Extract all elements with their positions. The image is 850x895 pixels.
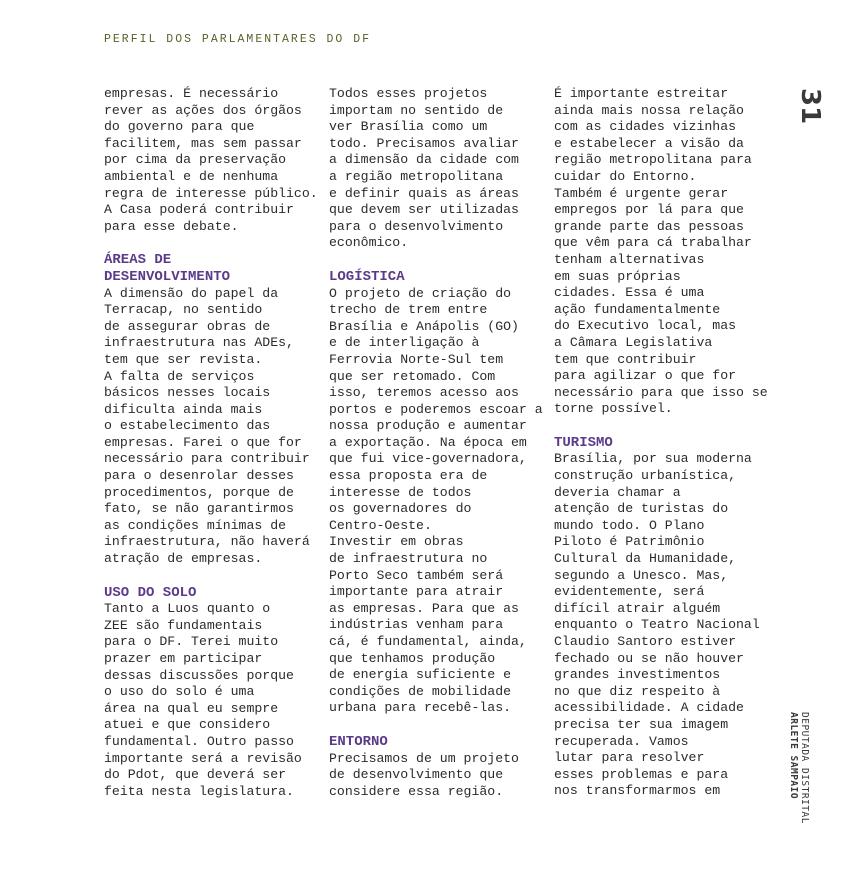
body-text-line: Todos esses projetos bbox=[329, 86, 488, 101]
body-text-line: e definir quais as áreas bbox=[329, 185, 519, 201]
body-text-line: grandes investimentos bbox=[554, 667, 721, 683]
body-text-line: por cima da preservação bbox=[104, 152, 287, 168]
body-text-line: essa proposta era de bbox=[329, 468, 488, 484]
body-text-line: cuidar do Entorno. bbox=[554, 168, 697, 184]
body-text-line: A falta de serviços bbox=[104, 368, 255, 384]
body-text-line: a exportação. Na época em bbox=[329, 434, 527, 450]
page-header-title: PERFIL DOS PARLAMENTARES DO DF bbox=[104, 33, 372, 46]
body-text-line: fundamental. Outro passo bbox=[104, 733, 294, 749]
body-text-line: regra de interesse público. bbox=[104, 185, 318, 201]
body-text-line: a Câmara Legislativa bbox=[554, 334, 713, 350]
body-text-line: Tanto a Luos quanto o bbox=[104, 601, 271, 617]
body-text-line: tem que ser revista. bbox=[104, 351, 263, 367]
body-text-line: procedimentos, porque de bbox=[104, 484, 294, 500]
body-text-line: importam no sentido de bbox=[329, 102, 504, 118]
body-text-line: ação fundamentalmente bbox=[554, 301, 721, 317]
body-text-line: importante para atrair bbox=[329, 584, 504, 600]
body-text-line: dificulta ainda mais bbox=[104, 401, 263, 417]
body-text-line: Porto Seco também será bbox=[329, 567, 504, 583]
body-text-line: deveria chamar a bbox=[554, 484, 681, 500]
body-text-line: ainda mais nossa relação bbox=[554, 102, 744, 118]
body-text-line: que fui vice-governadora, bbox=[329, 451, 527, 467]
body-text-line: ambiental e de nenhuma bbox=[104, 168, 279, 184]
body-text-line: econômico. bbox=[329, 235, 409, 251]
body-text-line: fato, se não garantirmos bbox=[104, 501, 294, 517]
body-text-line: condições de mobilidade bbox=[329, 683, 512, 699]
body-text-line: Centro-Oeste. bbox=[329, 517, 432, 533]
body-text-line: considere essa região. bbox=[329, 783, 504, 799]
body-text-line: importante será a revisão bbox=[104, 750, 302, 766]
body-text-line: Precisamos de um projeto bbox=[329, 750, 519, 766]
body-text-line: do governo para que bbox=[104, 119, 255, 135]
body-text-line: nos transformarmos em bbox=[554, 783, 721, 799]
body-text-line: cidades. Essa é uma bbox=[554, 285, 705, 301]
body-text-line: região metropolitana para bbox=[554, 152, 752, 168]
body-text-line: Cultural da Humanidade, bbox=[554, 551, 737, 567]
body-text-line: atenção de turistas do bbox=[554, 501, 729, 517]
body-text-line: que vêm para cá trabalhar bbox=[554, 235, 752, 251]
body-text-line: dessas discussões porque bbox=[104, 667, 294, 683]
body-text-line: necessário para contribuir bbox=[104, 451, 310, 467]
body-text-line: Também é urgente gerar bbox=[554, 185, 729, 201]
body-text-line: empregos por lá para que bbox=[554, 202, 744, 218]
body-text-line: facilitem, mas sem passar bbox=[104, 135, 302, 151]
body-text-line: no que diz respeito à bbox=[554, 683, 721, 699]
body-text-line: necessário para que isso se bbox=[554, 384, 768, 400]
body-text-line: precisa ter sua imagem bbox=[554, 716, 729, 732]
section-heading-continued: DESENVOLVIMENTO bbox=[104, 268, 231, 285]
section-heading: ÁREAS DE bbox=[104, 252, 172, 269]
body-text-line: segundo a Unesco. Mas, bbox=[554, 567, 729, 583]
page-number bbox=[793, 88, 829, 128]
credit-role: DEPUTADA DISTRITAL bbox=[799, 712, 810, 824]
body-text-line: enquanto o Teatro Nacional bbox=[554, 617, 760, 633]
section-heading: ENTORNO bbox=[329, 733, 388, 750]
body-text-line: para esse debate. bbox=[104, 218, 239, 234]
body-text-line: do Pdot, que deverá ser bbox=[104, 767, 287, 783]
body-text-line: atração de empresas. bbox=[104, 551, 263, 567]
body-text-line: a dimensão da cidade com bbox=[329, 152, 519, 168]
body-text-line: A dimensão do papel da bbox=[104, 285, 279, 301]
sidebar-credit bbox=[788, 712, 810, 824]
body-text-line: construção urbanística, bbox=[554, 468, 737, 484]
body-text-line: e estabelecer a visão da bbox=[554, 135, 744, 151]
body-text-line: em suas próprias bbox=[554, 268, 681, 284]
body-text-line: isso, teremos acesso aos bbox=[329, 385, 519, 401]
body-text-line: Ferrovia Norte-Sul tem bbox=[329, 351, 504, 367]
body-text-line: e de interligação à bbox=[329, 335, 480, 351]
body-text-line: atuei e que considero bbox=[104, 717, 271, 733]
body-text-line: Investir em obras bbox=[329, 534, 464, 550]
body-text-line: ZEE são fundamentais bbox=[104, 617, 263, 633]
section-heading: USO DO SOLO bbox=[104, 584, 197, 601]
body-text-line: difícil atrair alguém bbox=[554, 600, 721, 616]
body-text-line: urbana para recebê-las. bbox=[329, 700, 512, 716]
body-text-line: as empresas. Para que as bbox=[329, 600, 519, 616]
body-text-line: A Casa poderá contribuir bbox=[104, 202, 294, 218]
body-text-line: área na qual eu sempre bbox=[104, 700, 279, 716]
section-heading: TURISMO bbox=[554, 434, 613, 451]
body-text-line: o uso do solo é uma bbox=[104, 684, 255, 700]
body-text-line: Piloto é Patrimônio bbox=[554, 534, 705, 550]
body-text-line: torne possível. bbox=[554, 401, 673, 417]
body-text-line: Claudio Santoro estiver bbox=[554, 634, 737, 649]
body-text-line: feita nesta legislatura. bbox=[104, 783, 294, 799]
body-text-line: nossa produção e aumentar bbox=[329, 418, 527, 434]
body-text-line: que tenhamos produção bbox=[329, 650, 496, 666]
body-text-line: Brasília, por sua moderna bbox=[554, 451, 752, 467]
body-text-line: cá, é fundamental, ainda, bbox=[329, 634, 527, 649]
body-text-line: de infraestrutura no bbox=[329, 551, 488, 567]
body-text-line: os governadores do bbox=[329, 501, 472, 517]
body-text-line: empresas. Farei o que for bbox=[104, 434, 302, 450]
body-text-line: para agilizar o que for bbox=[554, 368, 737, 384]
body-text-line: mundo todo. O Plano bbox=[554, 517, 705, 533]
body-text-line: que ser retomado. Com bbox=[329, 368, 496, 384]
body-text-line: para o DF. Terei muito bbox=[104, 634, 279, 650]
body-text-line: tem que contribuir bbox=[554, 351, 697, 367]
body-text-line: empresas. É necessário bbox=[104, 86, 279, 101]
body-text-line: acessibilidade. A cidade bbox=[554, 700, 744, 716]
credit-name: ARLETE SAMPAIO bbox=[788, 712, 799, 800]
body-text-line: tenham alternativas bbox=[554, 251, 705, 267]
body-text-line: trecho de trem entre bbox=[329, 302, 488, 318]
body-text-line: prazer em participar bbox=[104, 651, 263, 666]
body-text-line: ver Brasília como um bbox=[329, 119, 488, 135]
body-text-line: evidentemente, será bbox=[554, 584, 705, 600]
body-text-line: do Executivo local, mas bbox=[554, 318, 737, 334]
body-text-line: todo. Precisamos avaliar bbox=[329, 135, 519, 151]
body-text-line: infraestrutura, não haverá bbox=[104, 534, 310, 550]
body-text-line: a região metropolitana bbox=[329, 168, 504, 184]
body-text-line: O projeto de criação do bbox=[329, 285, 512, 301]
text-column-3 bbox=[554, 86, 779, 800]
text-column-1 bbox=[104, 86, 316, 800]
text-column-2 bbox=[329, 86, 541, 800]
body-text-line: portos e poderemos escoar a bbox=[329, 401, 543, 417]
section-heading: LOGÍSTICA bbox=[329, 268, 405, 285]
body-text-line: recuperada. Vamos bbox=[554, 733, 689, 749]
body-text-line: fechado ou se não houver bbox=[554, 650, 744, 666]
body-text-line: de assegurar obras de bbox=[104, 318, 271, 334]
body-text-line: esses problemas e para bbox=[554, 766, 729, 782]
body-text-line: É importante estreitar bbox=[554, 86, 729, 101]
body-text-line: as condições mínimas de bbox=[104, 517, 287, 533]
body-text-line: rever as ações dos órgãos bbox=[104, 102, 302, 118]
body-text-line: lutar para resolver bbox=[554, 750, 705, 766]
body-text-line: grande parte das pessoas bbox=[554, 218, 744, 234]
body-text-line: de energia suficiente e bbox=[329, 667, 512, 683]
body-text-line: de desenvolvimento que bbox=[329, 767, 504, 783]
body-text-line: com as cidades vizinhas bbox=[554, 119, 737, 135]
body-text-line: Terracap, no sentido bbox=[104, 302, 263, 318]
body-text-line: que devem ser utilizadas bbox=[329, 202, 519, 218]
body-text-line: Brasília e Anápolis (GO) bbox=[329, 318, 519, 334]
body-text-line: interesse de todos bbox=[329, 484, 472, 500]
body-text-line: para o desenvolvimento bbox=[329, 218, 504, 234]
body-text-line: o estabelecimento das bbox=[104, 418, 271, 434]
body-text-line: indústrias venham para bbox=[329, 617, 504, 633]
body-text-line: para o desenrolar desses bbox=[104, 468, 294, 484]
page-number-text: 31 bbox=[795, 88, 825, 125]
body-text-line: infraestrutura nas ADEs, bbox=[104, 335, 294, 351]
body-text-line: básicos nesses locais bbox=[104, 385, 271, 401]
